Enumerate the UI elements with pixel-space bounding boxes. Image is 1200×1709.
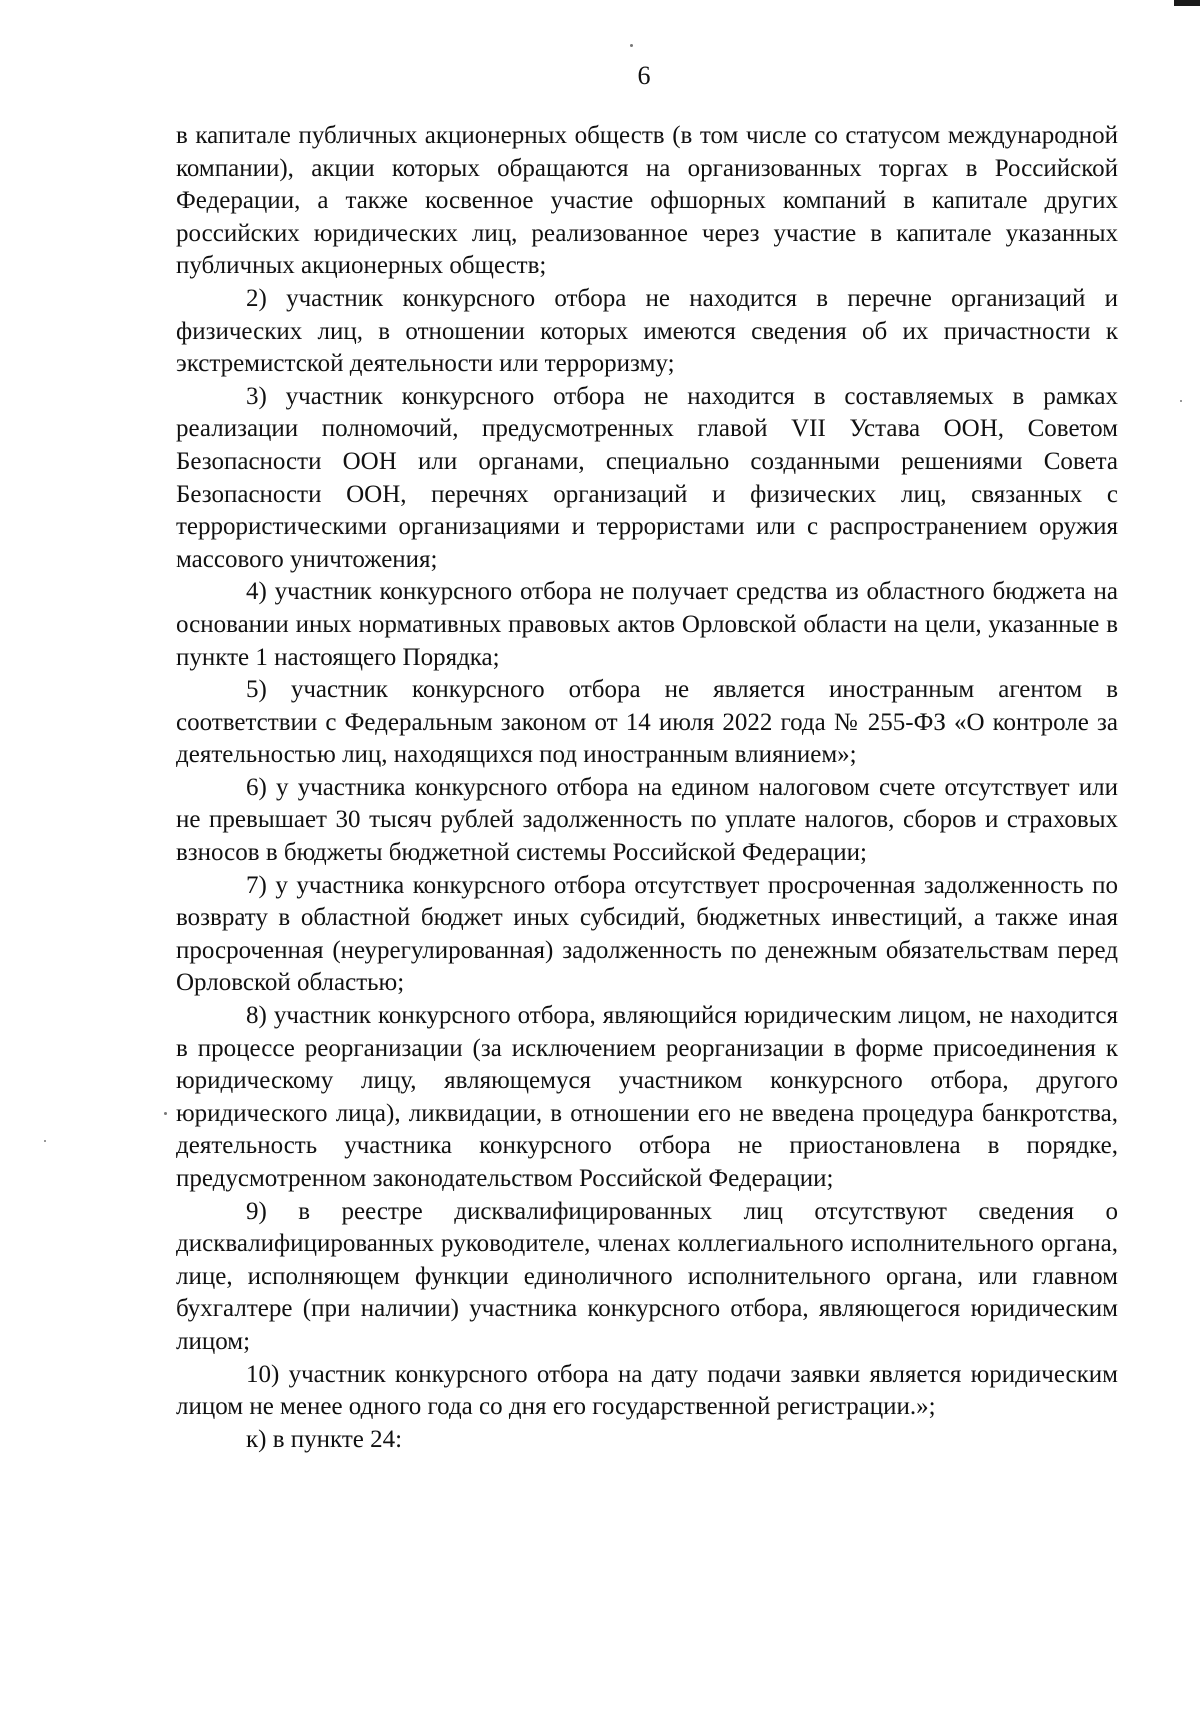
scan-edge-mark bbox=[1174, 0, 1200, 6]
list-item-6: 6) у участника конкурсного отбора на едином налоговом счете отсутствует или не превышает 30 тысяч рублей задолженность по уплате налогов, сборов и страховых взносов в бюджеты бюджетной системы Российской Федерации; bbox=[176, 773, 1118, 867]
scan-speck bbox=[630, 44, 633, 47]
scan-speck bbox=[1180, 400, 1182, 402]
paragraph-continuation: в капитале публичных акционерных обществ (в том числе со статусом международной компании), акции которых обращаются на организованных торгах в Российской Федерации, а также косвенное участие офшорных компаний в капитале других российских юридических лиц, реализованное через участие в капитале указанных публичных акционерных обществ; bbox=[176, 122, 1118, 280]
page-number: 6 bbox=[637, 61, 651, 90]
list-item-3: 3) участник конкурсного отбора не находится в составляемых в рамках реализации полномочий, предусмотренных главой VII Устава ООН, Советом Безопасности ООН или органами, специально созданными решениями Совета Безопасности ООН, перечнях организаций и физических лиц, связанных с террористическими организациями и террористами или с распространением оружия массового уничтожения; bbox=[176, 382, 1118, 573]
list-item-4: 4) участник конкурсного отбора не получает средства из областного бюджета на основании иных нормативных правовых актов Орловской области на цели, указанные в пункте 1 настоящего Порядка; bbox=[176, 578, 1118, 671]
scan-speck bbox=[44, 1140, 46, 1142]
list-item-2: 2) участник конкурсного отбора не находится в перечне организаций и физических лиц, в отношении которых имеются сведения об их причастности к экстремистской деятельности или терроризму; bbox=[176, 284, 1118, 378]
list-item-5: 5) участник конкурсного отбора не является иностранным агентом в соответствии с Федеральным законом от 14 июля 2022 года № 255-ФЗ «О контроле за деятельностью лиц, находящихся под иностранным влиянием»; bbox=[176, 676, 1118, 769]
list-item-8: 8) участник конкурсного отбора, являющийся юридическим лицом, не находится в процессе реорганизации (за исключением реорганизации в форме присоединения к юридическому лицу, являющемуся участником конкурсного отбора, другого юридического лица), ликвидации, в отношении его не введена процедура банкротства, деятельность участника конкурсного отбора не приостановлена в порядке, предусмотренном законодательством Российской Федерации; bbox=[176, 1002, 1118, 1192]
list-item-7: 7) у участника конкурсного отбора отсутствует просроченная задолженность по возврату в областной бюджет иных субсидий, бюджетных инвестиций, а также иная просроченная (неурегулированная) задолженность по денежным обязательствам перед Орловской областью; bbox=[176, 871, 1118, 997]
subclause-k: к) в пункте 24: bbox=[246, 1425, 403, 1453]
scan-speck bbox=[164, 1112, 167, 1115]
document-body bbox=[176, 120, 1118, 1456]
list-item-10: 10) участник конкурсного отбора на дату подачи заявки является юридическим лицом не менее одного года со дня его государственной регистрации.»; bbox=[176, 1360, 1118, 1421]
list-item-9: 9) в реестре дисквалифицированных лиц отсутствуют сведения о дисквалифицированных руководителе, членах коллегиального исполнительного органа, лице, исполняющем функции единоличного исполнительного органа, или главном бухгалтере (при наличии) участника конкурсного отбора, являющегося юридическим лицом; bbox=[176, 1197, 1118, 1355]
